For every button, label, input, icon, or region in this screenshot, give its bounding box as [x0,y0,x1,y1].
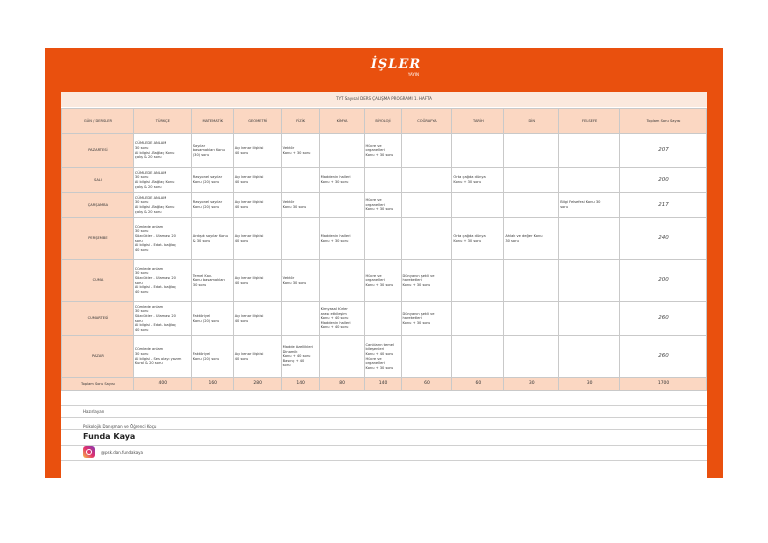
schedule-cell: Cümlede anlam 30 soru Sözcükler - Ulaması 20 soru Al bilgisi - Edat- bağlaç 40 soru [133,218,191,260]
schedule-cell: Açı kenar ilişkisi 40 soru [233,302,281,336]
sum-value: 160 [191,378,233,391]
sum-value: 80 [319,378,364,391]
day-label: SALI [62,168,134,193]
schedule-cell: Orta çağda dünya Konu + 30 soru [452,168,504,193]
schedule-cell: Hücre ve organelleri Konu + 30 soru [364,260,401,302]
page-title: TYT Sayısal DERS ÇALIŞMA PROGRAMI 1. HAFTA [336,96,432,101]
sum-value: 60 [401,378,452,391]
schedule-cell: Orta çağda dünya Konu + 30 soru [452,218,504,260]
logo-sub: YAYIN [407,72,419,77]
footer-line [61,405,707,406]
prepared-by-label: Hazırlayan [83,409,105,414]
schedule-cell: Açı kenar ilişkisi 40 soru [233,336,281,378]
author-name: Funda Kaya [83,432,136,441]
schedule-cell: Cümlede anlam 30 soru Sözcükler - Ulaması 20 soru Al bilgisi - Edat- bağlaç 40 soru [133,302,191,336]
day-label: PAZAR [62,336,134,378]
schedule-cell: Dünyanın şekli ve hareketleri Konu + 30 soru [401,260,452,302]
day-label: CUMA [62,260,134,302]
row-total: 200 [620,260,707,302]
schedule-cell: Açı kenar ilişkisi 40 soru [233,168,281,193]
schedule-cell: Vektör Konu 30 soru [281,260,319,302]
sum-value: 280 [233,378,281,391]
header-subject: BİYOLOJİ [364,109,401,134]
sum-total: 1700 [620,378,707,391]
schedule-cell: CÜMLEDE ANLAM 30 soru Al bilgisi -Bağlaç Konu çalış & 20 soru [133,168,191,193]
footer [61,48,707,478]
day-label: PAZARTESİ [62,134,134,168]
schedule-cell: Hücre ve organelleri Konu + 30 soru [364,193,401,218]
sheet [45,48,723,478]
schedule-cell: Açı kenar ilişkisi 40 soru [233,193,281,218]
sum-value: 60 [452,378,504,391]
header-subject: TÜRKÇE [133,109,191,134]
schedule-cell: Bilgi Felsefesi Konu 30 soru [559,193,620,218]
schedule-cell: Hücre ve organelleri Konu + 30 soru [364,134,401,168]
footer-line [61,460,707,461]
schedule-cell: Açı kenar ilişkisi 40 soru [233,134,281,168]
schedule-cell: CÜMLEDE ANLAM 30 soru Al bilgisi -Bağlaç Konu çalış & 20 soru [133,134,191,168]
schedule-cell: Cümlede anlam 30 soru Sözcükler - Ulaması 20 soru Al bilgisi - Edat- bağlaç 40 soru [133,260,191,302]
schedule-cell: Sayılar basamakları Konu (30) soru [191,134,233,168]
header-subject: MATEMATİK [191,109,233,134]
schedule-cell: Ardışık sayılar Konu & 30 soru [191,218,233,260]
header-subject: TARİH [452,109,504,134]
day-label: ÇARŞAMBA [62,193,134,218]
schedule-cell: Vektör Konu 30 soru [281,193,319,218]
header-subject: KİMYA [319,109,364,134]
sum-value: 30 [559,378,620,391]
header-subject: COĞRAFYA [401,109,452,134]
schedule-cell: Canlıların temel bileşenleri Konu + 40 soru Hücre ve organelleri Konu + 30 soru [364,336,401,378]
schedule-cell: Rasyonel sayılar Konu (20) soru [191,168,233,193]
schedule-cell: Maddenin halleri Konu + 30 soru [319,218,364,260]
header-subject: FİZİK [281,109,319,134]
sum-value: 400 [133,378,191,391]
row-total: 240 [620,218,707,260]
sum-value: 30 [504,378,559,391]
instagram-icon [83,446,95,458]
day-label: PERŞEMBE [62,218,134,260]
schedule-cell: Cümlede anlam 30 soru Al bilgisi - Ses olayı yazım Kural & 20 soru [133,336,191,378]
instagram-handle: @psk.dan.fundakaya [101,450,143,455]
footer-line [61,417,707,418]
row-total: 200 [620,168,707,193]
schedule-cell: Rasyonel sayılar Konu (20) soru [191,193,233,218]
schedule-cell: Dünyanın şekli ve hareketleri Konu + 30 soru [401,302,452,336]
footer-line [61,429,707,430]
footer-line [61,445,707,446]
schedule-cell: Ahlak ve değer Konu 30 soru [504,218,559,260]
schedule-cell: Faktöriyel Konu (20) soru [191,302,233,336]
author-role: Psikolojik Danışman ve Öğrenci Koçu [83,424,157,429]
schedule-cell: Kimyasal türler arası etkileşim Konu + 40 soru Maddenin halleri Konu + 40 soru [319,302,364,336]
schedule-cell: Açı kenar ilişkisi 40 soru [233,260,281,302]
schedule-cell: CÜMLEDE ANLAM 30 soru Al bilgisi -Bağlaç Konu çalış & 20 soru [133,193,191,218]
row-total: 260 [620,302,707,336]
header-subject: DİN [504,109,559,134]
header-total: Toplam Soru Sayısı [620,109,707,134]
sum-label: Toplam Soru Sayısı [62,378,134,391]
header-subject: GEOMETRİ [233,109,281,134]
sum-value: 140 [364,378,401,391]
row-total: 217 [620,193,707,218]
logo-main: İŞLER [370,57,422,72]
schedule-cell: Madde özellikleri Dinamik Konu + 40 soru Basınç + 40 soru [281,336,319,378]
day-label: CUMARTESİ [62,302,134,336]
sum-value: 140 [281,378,319,391]
schedule-cell: Temel Kav. Konu basamakları 30 soru [191,260,233,302]
schedule-cell: Açı kenar ilişkisi 40 soru [233,218,281,260]
header-corner: GÜN / DERSLER [62,109,134,134]
header-subject: FELSEFE [559,109,620,134]
row-total: 207 [620,134,707,168]
schedule-cell: Vektör Konu + 30 soru [281,134,319,168]
schedule-cell: Faktöriyel Konu (20) soru [191,336,233,378]
row-total: 260 [620,336,707,378]
schedule-cell: Maddenin halleri Konu + 30 soru [319,168,364,193]
